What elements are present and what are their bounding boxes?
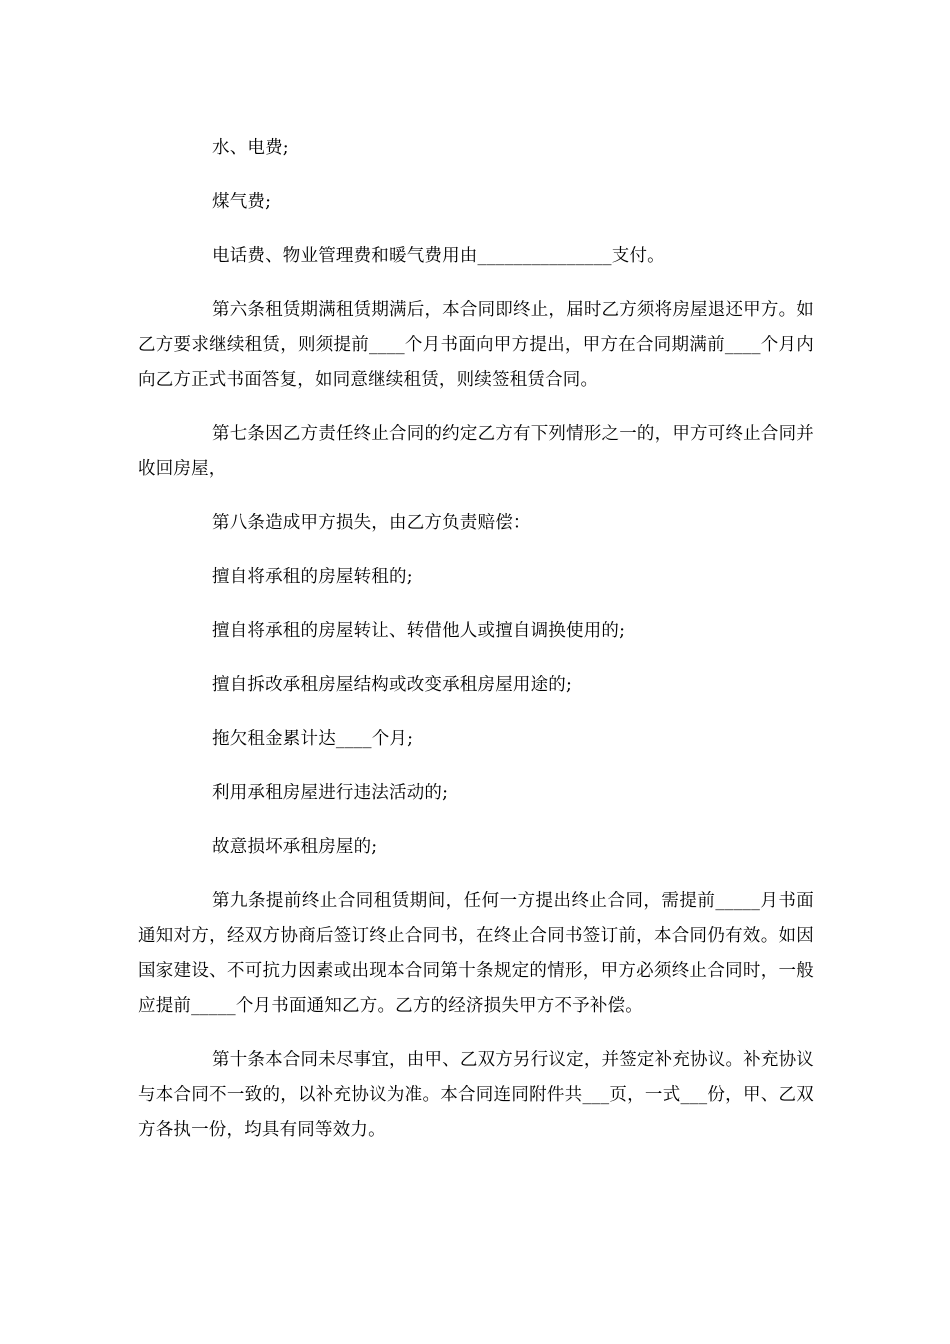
- clause-7-termination: 第七条因乙方责任终止合同的约定乙方有下列情形之一的，甲方可终止合同并收回房屋，: [138, 424, 814, 479]
- paragraph-phone-property-fees: 电话费、物业管理费和暖气费用由_______________支付。: [212, 246, 665, 266]
- list-item-sublet: 擅自将承租的房屋转租的;: [212, 567, 413, 587]
- list-item-rent-arrears: 拖欠租金累计达____个月;: [212, 729, 414, 749]
- clause-8-compensation: 第八条造成甲方损失，由乙方负责赔偿：: [212, 513, 531, 533]
- paragraph-gas: 煤气费;: [212, 192, 272, 212]
- paragraph-water-electricity: 水、电费;: [212, 138, 289, 158]
- clause-9-early-termination: 第九条提前终止合同租赁期间，任何一方提出终止合同，需提前_____月书面通知对方，经双方协商后签订终止合同书，在终止合同书签订前，本合同仍有效。如因国家建设、不可抗力因素或出现本合同第十条规定的情形，甲方必须终止合同时，一般应提前_____个月书面通知乙方。乙方的经济损失甲方不予补偿。: [138, 891, 814, 1016]
- list-item-illegal-activity: 利用承租房屋进行违法活动的;: [212, 783, 449, 803]
- clause-10-supplementary: 第十条本合同未尽事宜，由甲、乙双方另行议定，并签定补充协议。补充协议与本合同不一致的，以补充协议为准。本合同连同附件共___页，一式___份，甲、乙双方各执一份，均具有同等效力。: [138, 1050, 814, 1140]
- list-item-alter-structure: 擅自拆改承租房屋结构或改变承租房屋用途的;: [212, 675, 573, 695]
- list-item-transfer: 擅自将承租的房屋转让、转借他人或擅自调换使用的;: [212, 621, 626, 641]
- clause-6-lease-expiry: 第六条租赁期满租赁期满后，本合同即终止，届时乙方须将房屋退还甲方。如乙方要求继续租赁，则须提前____个月书面向甲方提出，甲方在合同期满前____个月内向乙方正式书面答复，如同意继续租赁，则续签租赁合同。: [138, 300, 814, 390]
- document-body: [138, 131, 814, 1148]
- list-item-damage: 故意损坏承租房屋的;: [212, 837, 378, 857]
